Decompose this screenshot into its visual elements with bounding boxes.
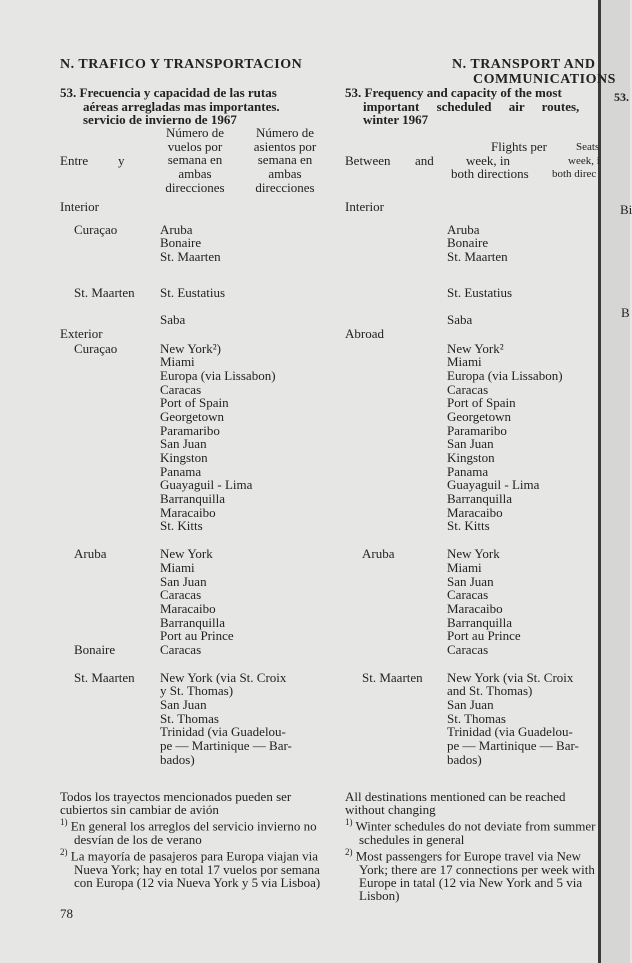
- route-destination: Kingston: [160, 450, 208, 465]
- route-row: [60, 547, 340, 561]
- route-destination: Georgetown: [447, 408, 512, 424]
- route-row: [60, 396, 340, 410]
- route-destination: San Juan: [447, 697, 494, 712]
- col-header-line: semana en: [257, 152, 313, 168]
- route-group: [60, 671, 340, 767]
- footnote-text: En general los arreglos del servicio invierno no desvían de los de verano: [70, 818, 317, 847]
- route-destination: Port of Spain: [160, 395, 229, 411]
- route-destination: Caracas: [447, 641, 489, 657]
- route-row: [60, 739, 340, 753]
- route-row: [60, 223, 340, 237]
- route-destination: Europa (via Lissabon): [160, 367, 276, 383]
- route-destination: New York²: [447, 340, 504, 356]
- footnote-mark: 2): [60, 847, 68, 858]
- route-group: [345, 286, 600, 327]
- route-destination: St. Thomas: [160, 710, 219, 726]
- route-destination: San Juan: [447, 436, 494, 452]
- route-destination: Maracaibo: [160, 504, 216, 520]
- route-row: [60, 236, 340, 250]
- section-heading-group: [345, 327, 600, 341]
- route-destination: Guayaguil - Lima: [447, 477, 540, 493]
- footnote-mark: 1): [345, 817, 353, 828]
- route-origin: Bonaire: [74, 641, 116, 657]
- route-row: [345, 396, 600, 410]
- route-row: [60, 355, 340, 369]
- route-destination: Panama: [447, 463, 489, 479]
- route-destination: New York (via St. Croix: [447, 669, 574, 685]
- route-row: [345, 299, 600, 313]
- route-destination: Barranquilla: [160, 491, 225, 507]
- routes-table-en: [345, 200, 600, 766]
- route-destination: Trinidad (via Guadelou-: [447, 724, 573, 740]
- route-destination: Miami: [447, 559, 482, 575]
- note-general: Todos los trayectos mencionados pueden ser cubiertos sin cambiar de avión: [60, 789, 292, 818]
- col-seats-es: [240, 126, 330, 195]
- route-origin: Aruba: [74, 546, 107, 562]
- col-header-line: direcciones: [165, 179, 225, 195]
- col-between-es: Entre: [60, 153, 89, 168]
- route-row: [345, 286, 600, 300]
- route-row: [345, 602, 600, 616]
- route-row: [345, 355, 600, 369]
- route-group: [345, 671, 600, 767]
- col-flights-es: [150, 126, 240, 195]
- next-page-fragment: Bi: [620, 202, 632, 217]
- route-destination: Aruba: [447, 221, 480, 237]
- route-destination: St. Eustatius: [160, 284, 226, 300]
- table-title-en-line2: important scheduled air routes,: [363, 99, 580, 114]
- route-row: [60, 299, 340, 313]
- route-destination: St. Maarten: [447, 249, 508, 265]
- next-page-fragment: B: [621, 305, 630, 320]
- table-title-en-line1: 53. Frequency and capacity of the most: [345, 85, 562, 100]
- route-row: [345, 410, 600, 424]
- section-heading: Abroad: [345, 325, 384, 341]
- route-destination: Panama: [160, 463, 202, 479]
- col-header-line: Número de: [165, 125, 225, 140]
- route-row: [345, 492, 600, 506]
- route-row: [60, 671, 340, 685]
- col-header-line: vuelos por: [167, 138, 223, 154]
- col-between-en: Between: [345, 153, 391, 168]
- route-destination: San Juan: [160, 697, 207, 712]
- route-row: [60, 410, 340, 424]
- route-destination: Kingston: [447, 450, 495, 465]
- col-and-en: and: [415, 153, 434, 168]
- route-row: [345, 424, 600, 438]
- route-origin: St. Maarten: [74, 284, 135, 300]
- route-destination: San Juan: [160, 573, 207, 589]
- route-destination: St. Kitts: [447, 518, 490, 534]
- route-destination: New York (via St. Croix: [160, 669, 287, 685]
- route-row: [60, 451, 340, 465]
- route-destination: New York: [447, 546, 500, 562]
- route-destination: Paramaribo: [447, 422, 507, 438]
- route-destination: Maracaibo: [447, 600, 503, 616]
- section-heading-group: [60, 327, 340, 341]
- route-row: [345, 753, 600, 767]
- table-title-es-line2: aéreas arregladas mas importantes.: [83, 99, 280, 114]
- route-row: [60, 369, 340, 383]
- page-number: 78: [60, 906, 73, 921]
- route-group: [345, 342, 600, 534]
- route-destination: Maracaibo: [160, 600, 216, 616]
- route-row: [60, 712, 340, 726]
- route-row: [60, 424, 340, 438]
- route-destination: San Juan: [160, 436, 207, 452]
- route-row: [345, 616, 600, 630]
- route-row: [60, 629, 340, 643]
- route-row: [345, 369, 600, 383]
- route-group: [60, 547, 340, 643]
- route-group: [60, 223, 340, 264]
- section-heading: Interior: [345, 199, 384, 214]
- route-destination: Port of Spain: [447, 395, 516, 411]
- route-destination: Europa (via Lissabon): [447, 367, 563, 383]
- note-general: All destinations mentioned can be reached without changing: [345, 789, 566, 818]
- route-destination: St. Kitts: [160, 518, 203, 534]
- route-row: [60, 286, 340, 300]
- route-destination: Saba: [447, 312, 473, 328]
- route-group: [60, 286, 340, 327]
- route-destination: Paramaribo: [160, 422, 220, 438]
- route-row: [60, 725, 340, 739]
- route-destination: Caracas: [160, 381, 202, 397]
- col-seats-en: both direc: [552, 168, 597, 180]
- route-row: [345, 478, 600, 492]
- route-group: [345, 547, 600, 643]
- route-row: [345, 712, 600, 726]
- route-group: [345, 643, 600, 657]
- route-group: [60, 342, 340, 534]
- route-destination: Caracas: [447, 587, 489, 603]
- route-row: [345, 739, 600, 753]
- footnote-2: [345, 846, 603, 902]
- route-destination: San Juan: [447, 573, 494, 589]
- col-header-line: asientos por: [253, 138, 317, 154]
- route-row: [60, 465, 340, 479]
- col-header-line: Número de: [255, 125, 315, 140]
- section-title-es: N. TRAFICO Y TRANSPORTACION: [60, 57, 303, 72]
- route-row: [345, 684, 600, 698]
- route-destination: St. Eustatius: [447, 284, 513, 300]
- section-title-en-line2: COMMUNICATIONS: [473, 72, 616, 87]
- footnote-mark: 2): [345, 847, 353, 858]
- route-origin: St. Maarten: [362, 669, 423, 685]
- route-destination: Caracas: [160, 587, 202, 603]
- col-flights-en: Flights per: [491, 139, 547, 154]
- route-row: [60, 684, 340, 698]
- col-header-line: direcciones: [255, 179, 315, 195]
- route-row: [60, 588, 340, 602]
- section-heading-group: [60, 200, 340, 214]
- route-row: [345, 437, 600, 451]
- route-row: [60, 250, 340, 264]
- route-row: [345, 629, 600, 643]
- route-row: [60, 383, 340, 397]
- footnote-2: [60, 846, 330, 889]
- route-destination: Maracaibo: [447, 504, 503, 520]
- route-destination: Georgetown: [160, 408, 225, 424]
- route-row: [345, 342, 600, 356]
- route-destination: New York²): [160, 340, 221, 356]
- footnote-mark: 1): [60, 817, 68, 828]
- route-row: [345, 671, 600, 685]
- section-heading-group: [345, 200, 600, 214]
- route-destination: Barranquilla: [160, 614, 225, 630]
- route-row: [60, 492, 340, 506]
- col-and-es: y: [118, 153, 125, 168]
- footnote-text: La mayoría de pasajeros para Europa viajan via Nueva York; hay en total 17 vuelos por semana con Europa (12 via Nueva York y 5 via Lisboa): [70, 848, 321, 890]
- route-destination: Bonaire: [160, 235, 202, 251]
- route-row: [345, 643, 600, 657]
- section-heading: Exterior: [60, 325, 103, 341]
- col-flights-en: week, in: [466, 153, 511, 168]
- route-row: [345, 588, 600, 602]
- route-destination: St. Thomas: [447, 710, 506, 726]
- route-row: [60, 753, 340, 767]
- route-row: [60, 437, 340, 451]
- routes-table-es: [60, 200, 340, 766]
- col-header-line: ambas: [268, 166, 302, 182]
- route-destination: Saba: [160, 312, 186, 328]
- route-destination: Miami: [447, 354, 482, 370]
- route-row: [60, 561, 340, 575]
- notes-en: [345, 790, 603, 902]
- route-row: [345, 725, 600, 739]
- next-page-fragment: 53.: [614, 90, 629, 104]
- section-heading: Interior: [60, 199, 99, 214]
- route-row: [60, 519, 340, 533]
- route-destination: Port au Prince: [447, 628, 521, 644]
- footnote-1: [345, 816, 603, 846]
- route-row: [345, 547, 600, 561]
- route-origin: Aruba: [362, 546, 395, 562]
- route-destination: pe — Martinique — Bar-: [160, 738, 292, 754]
- route-destination: pe — Martinique — Bar-: [447, 738, 579, 754]
- route-destination: Guayaguil - Lima: [160, 477, 253, 493]
- route-destination: Port au Prince: [160, 628, 234, 644]
- next-page-edge: [600, 0, 630, 963]
- route-row: [345, 506, 600, 520]
- route-destination: Barranquilla: [447, 614, 512, 630]
- route-destination: bados): [160, 751, 195, 767]
- footnote-1: [60, 816, 330, 846]
- route-destination: St. Maarten: [160, 249, 221, 265]
- route-row: [60, 602, 340, 616]
- route-row: [345, 383, 600, 397]
- table-title-es-line3: servicio de invierno de 1967: [83, 112, 237, 127]
- route-destination: Caracas: [447, 381, 489, 397]
- table-title-es-line1: 53. Frecuencia y capacidad de las rutas: [60, 85, 277, 100]
- route-row: [60, 643, 340, 657]
- route-row: [345, 519, 600, 533]
- col-seats-en: week, i: [568, 155, 600, 167]
- route-row: [60, 313, 340, 327]
- route-row: [345, 465, 600, 479]
- table-title-en-line3: winter 1967: [363, 112, 429, 127]
- route-row: [345, 250, 600, 264]
- route-destination: Barranquilla: [447, 491, 512, 507]
- col-header-line: ambas: [178, 166, 212, 182]
- route-destination: bados): [447, 751, 482, 767]
- route-row: [60, 698, 340, 712]
- route-origin: Curaçao: [74, 340, 118, 356]
- route-row: [345, 223, 600, 237]
- route-group: [345, 223, 600, 264]
- route-destination: and St. Thomas): [447, 683, 533, 699]
- route-destination: New York: [160, 546, 213, 562]
- route-destination: Miami: [160, 354, 195, 370]
- col-seats-en: Seats: [576, 141, 600, 153]
- route-row: [60, 575, 340, 589]
- route-row: [60, 478, 340, 492]
- route-destination: y St. Thomas): [160, 683, 234, 699]
- route-row: [345, 698, 600, 712]
- route-row: [60, 342, 340, 356]
- col-header-line: semana en: [167, 152, 223, 168]
- route-row: [345, 236, 600, 250]
- route-destination: Caracas: [160, 641, 202, 657]
- route-destination: Bonaire: [447, 235, 489, 251]
- route-row: [345, 313, 600, 327]
- route-destination: Aruba: [160, 221, 193, 237]
- route-row: [345, 561, 600, 575]
- footnote-text: Most passengers for Europe travel via New York; there are 17 connections per week with Europe in tatal (12 via New York and 5 via Lisbon): [355, 848, 595, 904]
- notes-es: [60, 790, 330, 889]
- route-row: [345, 451, 600, 465]
- route-destination: Trinidad (via Guadelou-: [160, 724, 286, 740]
- route-row: [345, 575, 600, 589]
- route-group: [60, 643, 340, 657]
- route-row: [60, 506, 340, 520]
- route-origin: St. Maarten: [74, 669, 135, 685]
- route-destination: Miami: [160, 559, 195, 575]
- footnote-text: Winter schedules do not deviate from summer schedules in general: [355, 818, 596, 847]
- route-origin: Curaçao: [74, 221, 118, 237]
- section-title-en-line1: N. TRANSPORT AND: [452, 57, 596, 72]
- col-flights-en: both directions: [451, 166, 529, 181]
- route-row: [60, 616, 340, 630]
